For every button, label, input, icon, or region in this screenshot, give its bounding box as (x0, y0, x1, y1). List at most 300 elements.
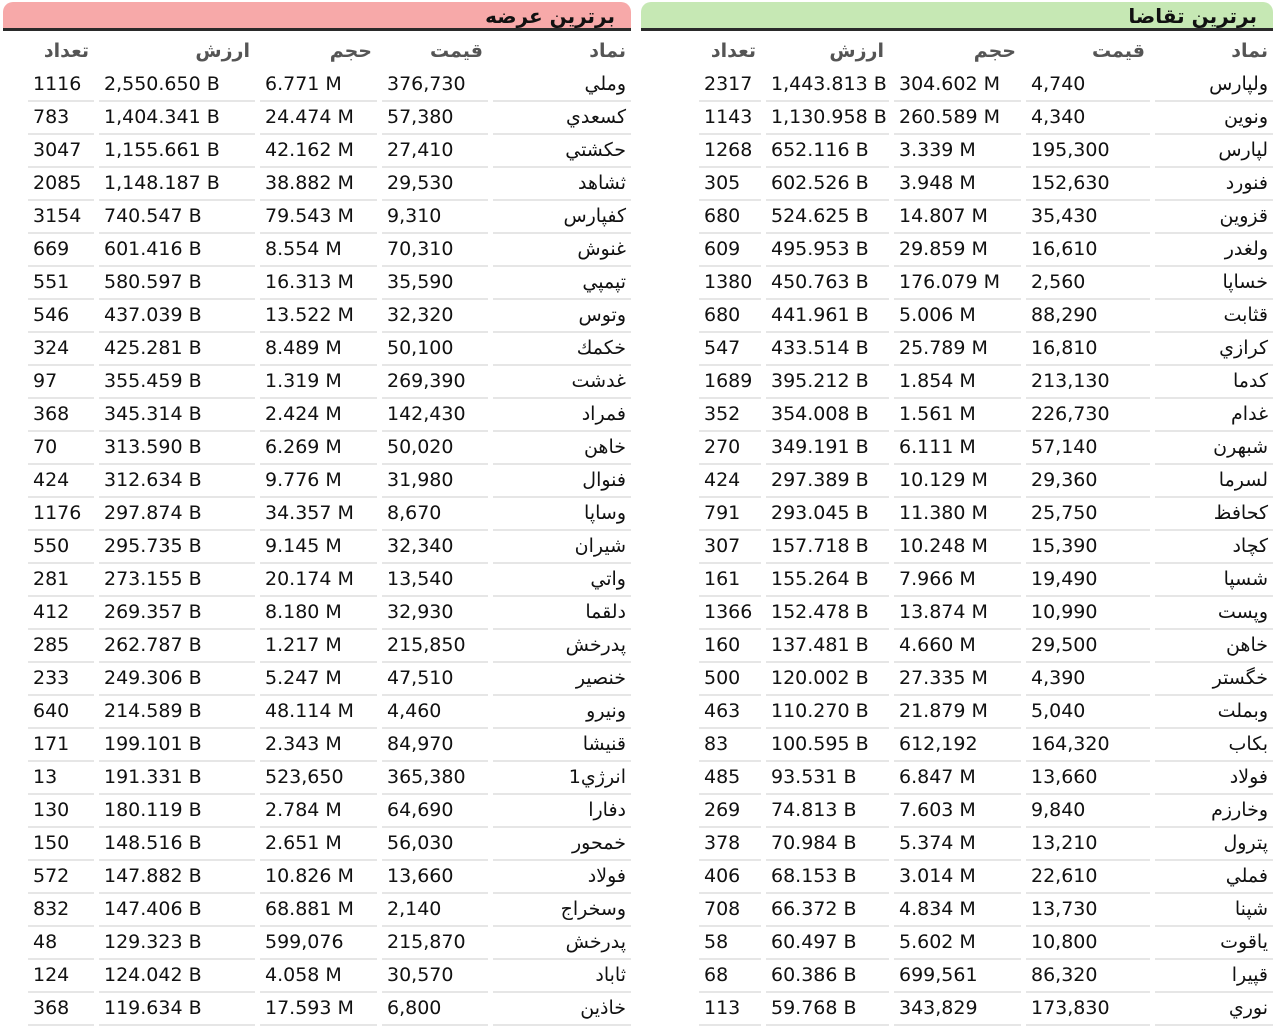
cell-price: 6,800 (382, 993, 488, 1026)
cell-count: 113 (699, 993, 761, 1026)
cell-volume: 5.602 M (894, 927, 1021, 960)
cell-symbol: خكمك (493, 333, 631, 366)
cell-symbol: كسعدي (493, 102, 631, 135)
table-row (641, 432, 1273, 465)
header-symbol: نماد (493, 36, 631, 69)
header-price: قیمت (1026, 36, 1150, 69)
cell-symbol: ياقوت (1155, 927, 1273, 960)
cell-volume: 79.543 M (260, 201, 377, 234)
cell-count: 305 (699, 168, 761, 201)
cell-value: 269.357 B (99, 597, 255, 630)
cell-count: 270 (699, 432, 761, 465)
cell-count: 3047 (28, 135, 94, 168)
table-header-row (3, 36, 631, 69)
cell-count: 307 (699, 531, 761, 564)
cell-value: 312.634 B (99, 465, 255, 498)
cell-value: 119.634 B (99, 993, 255, 1026)
table-row (3, 498, 631, 531)
cell-count: 1366 (699, 597, 761, 630)
cell-volume: 3.014 M (894, 861, 1021, 894)
cell-volume: 5.006 M (894, 300, 1021, 333)
cell-count: 1268 (699, 135, 761, 168)
header-count: تعداد (699, 36, 761, 69)
cell-count: 832 (28, 894, 94, 927)
cell-volume: 3.948 M (894, 168, 1021, 201)
cell-value: 199.101 B (99, 729, 255, 762)
table-row (641, 894, 1273, 927)
cell-price: 64,690 (382, 795, 488, 828)
header-price: قیمت (382, 36, 488, 69)
cell-symbol: وساپا (493, 498, 631, 531)
table-row (3, 300, 631, 333)
cell-volume: 5.374 M (894, 828, 1021, 861)
table-row (3, 795, 631, 828)
cell-symbol: وبملت (1155, 696, 1273, 729)
cell-count: 124 (28, 960, 94, 993)
cell-volume: 8.180 M (260, 597, 377, 630)
cell-price: 13,660 (1026, 762, 1150, 795)
cell-count: 1380 (699, 267, 761, 300)
cell-volume: 7.966 M (894, 564, 1021, 597)
cell-symbol: خنصير (493, 663, 631, 696)
table-row (641, 498, 1273, 531)
cell-volume: 6.111 M (894, 432, 1021, 465)
header-count: تعداد (28, 36, 94, 69)
cell-volume: 1.561 M (894, 399, 1021, 432)
top-supply-panel (3, 0, 631, 1030)
cell-count: 463 (699, 696, 761, 729)
cell-value: 157.718 B (766, 531, 889, 564)
cell-value: 147.406 B (99, 894, 255, 927)
cell-value: 124.042 B (99, 960, 255, 993)
cell-volume: 10.129 M (894, 465, 1021, 498)
cell-volume: 27.335 M (894, 663, 1021, 696)
cell-symbol: شپنا (1155, 894, 1273, 927)
cell-symbol: بكاب (1155, 729, 1273, 762)
cell-value: 580.597 B (99, 267, 255, 300)
cell-value: 100.595 B (766, 729, 889, 762)
cell-symbol: فنورد (1155, 168, 1273, 201)
cell-count: 680 (699, 201, 761, 234)
cell-count: 1689 (699, 366, 761, 399)
table-row (641, 234, 1273, 267)
cell-symbol: كدما (1155, 366, 1273, 399)
table-row (641, 828, 1273, 861)
cell-value: 66.372 B (766, 894, 889, 927)
cell-volume: 21.879 M (894, 696, 1021, 729)
cell-price: 13,730 (1026, 894, 1150, 927)
cell-count: 2317 (699, 69, 761, 102)
cell-count: 58 (699, 927, 761, 960)
cell-symbol: وتوس (493, 300, 631, 333)
table-row (3, 729, 631, 762)
cell-value: 601.416 B (99, 234, 255, 267)
cell-value: 495.953 B (766, 234, 889, 267)
table-row (641, 531, 1273, 564)
cell-volume: 13.522 M (260, 300, 377, 333)
cell-volume: 612,192 (894, 729, 1021, 762)
cell-price: 9,310 (382, 201, 488, 234)
cell-volume: 16.313 M (260, 267, 377, 300)
cell-symbol: قنيشا (493, 729, 631, 762)
header-volume: حجم (894, 36, 1021, 69)
cell-value: 180.119 B (99, 795, 255, 828)
cell-symbol: پدرخش (493, 927, 631, 960)
cell-symbol: قپيرا (1155, 960, 1273, 993)
cell-price: 57,140 (1026, 432, 1150, 465)
cell-count: 424 (699, 465, 761, 498)
cell-symbol: خساپا (1155, 267, 1273, 300)
cell-count: 161 (699, 564, 761, 597)
cell-value: 1,148.187 B (99, 168, 255, 201)
table-row (3, 861, 631, 894)
cell-symbol: ونيرو (493, 696, 631, 729)
table-row (3, 630, 631, 663)
cell-volume: 699,561 (894, 960, 1021, 993)
table-row (641, 564, 1273, 597)
table-row (3, 333, 631, 366)
cell-count: 70 (28, 432, 94, 465)
table-row (641, 729, 1273, 762)
cell-symbol: وخارزم (1155, 795, 1273, 828)
cell-symbol: خمحور (493, 828, 631, 861)
cell-symbol: غدام (1155, 399, 1273, 432)
cell-price: 215,870 (382, 927, 488, 960)
cell-volume: 38.882 M (260, 168, 377, 201)
cell-volume: 523,650 (260, 762, 377, 795)
cell-value: 349.191 B (766, 432, 889, 465)
cell-count: 68 (699, 960, 761, 993)
cell-value: 1,404.341 B (99, 102, 255, 135)
table-row (3, 696, 631, 729)
cell-volume: 343,829 (894, 993, 1021, 1026)
table-row (3, 993, 631, 1026)
cell-symbol: پترول (1155, 828, 1273, 861)
table-row (641, 69, 1273, 102)
cell-symbol: ثاباد (493, 960, 631, 993)
cell-price: 365,380 (382, 762, 488, 795)
cell-price: 16,810 (1026, 333, 1150, 366)
cell-value: 395.212 B (766, 366, 889, 399)
cell-price: 29,360 (1026, 465, 1150, 498)
cell-value: 437.039 B (99, 300, 255, 333)
cell-count: 150 (28, 828, 94, 861)
cell-volume: 10.248 M (894, 531, 1021, 564)
cell-symbol: پدرخش (493, 630, 631, 663)
cell-price: 10,800 (1026, 927, 1150, 960)
cell-value: 70.984 B (766, 828, 889, 861)
cell-count: 412 (28, 597, 94, 630)
cell-count: 485 (699, 762, 761, 795)
cell-count: 406 (699, 861, 761, 894)
table-row (3, 201, 631, 234)
cell-count: 324 (28, 333, 94, 366)
cell-value: 297.874 B (99, 498, 255, 531)
cell-count: 500 (699, 663, 761, 696)
cell-price: 32,340 (382, 531, 488, 564)
top-demand-panel (641, 0, 1273, 1030)
cell-symbol: فولاد (1155, 762, 1273, 795)
cell-count: 171 (28, 729, 94, 762)
cell-price: 22,610 (1026, 861, 1150, 894)
cell-price: 10,990 (1026, 597, 1150, 630)
cell-symbol: شبهرن (1155, 432, 1273, 465)
cell-symbol: ونوين (1155, 102, 1273, 135)
cell-symbol: قزوين (1155, 201, 1273, 234)
table-header-row (641, 36, 1273, 69)
cell-symbol: ولپارس (1155, 69, 1273, 102)
cell-price: 215,850 (382, 630, 488, 663)
cell-value: 273.155 B (99, 564, 255, 597)
cell-volume: 1.319 M (260, 366, 377, 399)
cell-count: 48 (28, 927, 94, 960)
table-row (3, 927, 631, 960)
cell-symbol: واتي (493, 564, 631, 597)
cell-value: 345.314 B (99, 399, 255, 432)
cell-value: 1,155.661 B (99, 135, 255, 168)
cell-value: 652.116 B (766, 135, 889, 168)
cell-count: 708 (699, 894, 761, 927)
cell-value: 295.735 B (99, 531, 255, 564)
cell-value: 152.478 B (766, 597, 889, 630)
table-row (641, 168, 1273, 201)
cell-price: 30,570 (382, 960, 488, 993)
top-supply-table (3, 36, 631, 1026)
cell-price: 4,390 (1026, 663, 1150, 696)
cell-volume: 9.145 M (260, 531, 377, 564)
cell-symbol: لسرما (1155, 465, 1273, 498)
cell-price: 32,320 (382, 300, 488, 333)
table-row (641, 861, 1273, 894)
cell-symbol: نوري (1155, 993, 1273, 1026)
cell-count: 551 (28, 267, 94, 300)
cell-volume: 25.789 M (894, 333, 1021, 366)
table-row (3, 366, 631, 399)
cell-volume: 20.174 M (260, 564, 377, 597)
cell-count: 424 (28, 465, 94, 498)
cell-value: 2,550.650 B (99, 69, 255, 102)
cell-volume: 8.489 M (260, 333, 377, 366)
cell-value: 433.514 B (766, 333, 889, 366)
cell-value: 293.045 B (766, 498, 889, 531)
cell-symbol: كفپارس (493, 201, 631, 234)
cell-price: 13,660 (382, 861, 488, 894)
cell-price: 56,030 (382, 828, 488, 861)
cell-volume: 34.357 M (260, 498, 377, 531)
cell-value: 59.768 B (766, 993, 889, 1026)
cell-price: 164,320 (1026, 729, 1150, 762)
cell-price: 16,610 (1026, 234, 1150, 267)
cell-symbol: غدشت (493, 366, 631, 399)
cell-count: 352 (699, 399, 761, 432)
table-row (641, 927, 1273, 960)
cell-volume: 4.834 M (894, 894, 1021, 927)
cell-symbol: وسخراج (493, 894, 631, 927)
cell-volume: 2.784 M (260, 795, 377, 828)
cell-count: 669 (28, 234, 94, 267)
table-row (3, 399, 631, 432)
cell-price: 15,390 (1026, 531, 1150, 564)
cell-volume: 7.603 M (894, 795, 1021, 828)
cell-value: 214.589 B (99, 696, 255, 729)
table-row (641, 960, 1273, 993)
cell-value: 60.497 B (766, 927, 889, 960)
cell-value: 450.763 B (766, 267, 889, 300)
cell-value: 425.281 B (99, 333, 255, 366)
cell-value: 441.961 B (766, 300, 889, 333)
table-row (641, 267, 1273, 300)
cell-volume: 48.114 M (260, 696, 377, 729)
cell-symbol: خاذين (493, 993, 631, 1026)
cell-count: 550 (28, 531, 94, 564)
cell-count: 1116 (28, 69, 94, 102)
cell-symbol: انرژي1 (493, 762, 631, 795)
cell-count: 680 (699, 300, 761, 333)
cell-volume: 29.859 M (894, 234, 1021, 267)
cell-volume: 6.771 M (260, 69, 377, 102)
cell-price: 2,560 (1026, 267, 1150, 300)
cell-symbol: خاهن (493, 432, 631, 465)
cell-volume: 1.217 M (260, 630, 377, 663)
cell-symbol: فملي (1155, 861, 1273, 894)
cell-volume: 304.602 M (894, 69, 1021, 102)
cell-count: 609 (699, 234, 761, 267)
cell-count: 546 (28, 300, 94, 333)
cell-price: 173,830 (1026, 993, 1150, 1026)
table-row (3, 234, 631, 267)
cell-volume: 2.424 M (260, 399, 377, 432)
cell-count: 368 (28, 993, 94, 1026)
cell-price: 88,290 (1026, 300, 1150, 333)
cell-value: 355.459 B (99, 366, 255, 399)
cell-volume: 4.058 M (260, 960, 377, 993)
cell-count: 2085 (28, 168, 94, 201)
table-row (3, 663, 631, 696)
cell-symbol: كحافظ (1155, 498, 1273, 531)
cell-count: 547 (699, 333, 761, 366)
cell-count: 572 (28, 861, 94, 894)
cell-volume: 5.247 M (260, 663, 377, 696)
cell-count: 160 (699, 630, 761, 663)
title-underline (3, 28, 631, 31)
cell-count: 368 (28, 399, 94, 432)
cell-price: 70,310 (382, 234, 488, 267)
cell-symbol: فمراد (493, 399, 631, 432)
table-row (3, 564, 631, 597)
cell-price: 4,340 (1026, 102, 1150, 135)
cell-symbol: ولغدر (1155, 234, 1273, 267)
cell-symbol: خگستر (1155, 663, 1273, 696)
header-volume: حجم (260, 36, 377, 69)
cell-price: 29,500 (1026, 630, 1150, 663)
cell-volume: 4.660 M (894, 630, 1021, 663)
cell-count: 269 (699, 795, 761, 828)
cell-symbol: كچاد (1155, 531, 1273, 564)
cell-symbol: حكشتي (493, 135, 631, 168)
cell-count: 378 (699, 828, 761, 861)
cell-symbol: وملي (493, 69, 631, 102)
cell-value: 1,130.958 B (766, 102, 889, 135)
cell-price: 84,970 (382, 729, 488, 762)
cell-volume: 6.269 M (260, 432, 377, 465)
cell-price: 50,020 (382, 432, 488, 465)
cell-value: 120.002 B (766, 663, 889, 696)
cell-count: 130 (28, 795, 94, 828)
cell-volume: 260.589 M (894, 102, 1021, 135)
cell-value: 110.270 B (766, 696, 889, 729)
table-row (641, 795, 1273, 828)
cell-price: 2,140 (382, 894, 488, 927)
header-symbol: نماد (1155, 36, 1273, 69)
header-value: ارزش (766, 36, 889, 69)
cell-symbol: كرازي (1155, 333, 1273, 366)
table-row (3, 894, 631, 927)
cell-volume: 1.854 M (894, 366, 1021, 399)
cell-count: 97 (28, 366, 94, 399)
cell-value: 313.590 B (99, 432, 255, 465)
cell-symbol: دلقما (493, 597, 631, 630)
table-row (3, 432, 631, 465)
cell-value: 129.323 B (99, 927, 255, 960)
cell-price: 27,410 (382, 135, 488, 168)
title-underline (641, 28, 1273, 31)
top-supply-title: برترین عرضه (3, 2, 631, 28)
table-row (641, 333, 1273, 366)
table-row (3, 828, 631, 861)
cell-symbol: قثابت (1155, 300, 1273, 333)
table-row (3, 531, 631, 564)
cell-value: 191.331 B (99, 762, 255, 795)
cell-price: 35,590 (382, 267, 488, 300)
cell-volume: 10.826 M (260, 861, 377, 894)
cell-volume: 13.874 M (894, 597, 1021, 630)
cell-value: 137.481 B (766, 630, 889, 663)
cell-value: 740.547 B (99, 201, 255, 234)
cell-volume: 14.807 M (894, 201, 1021, 234)
cell-symbol: ثشاهد (493, 168, 631, 201)
cell-price: 86,320 (1026, 960, 1150, 993)
cell-price: 29,530 (382, 168, 488, 201)
cell-price: 25,750 (1026, 498, 1150, 531)
table-row (641, 630, 1273, 663)
table-row (641, 300, 1273, 333)
cell-volume: 176.079 M (894, 267, 1021, 300)
cell-count: 13 (28, 762, 94, 795)
cell-count: 1143 (699, 102, 761, 135)
cell-price: 47,510 (382, 663, 488, 696)
cell-price: 8,670 (382, 498, 488, 531)
cell-symbol: شسپا (1155, 564, 1273, 597)
cell-symbol: غنوش (493, 234, 631, 267)
cell-volume: 42.162 M (260, 135, 377, 168)
cell-symbol: تپمپي (493, 267, 631, 300)
cell-value: 74.813 B (766, 795, 889, 828)
cell-count: 640 (28, 696, 94, 729)
cell-price: 50,100 (382, 333, 488, 366)
table-row (3, 135, 631, 168)
cell-count: 1176 (28, 498, 94, 531)
cell-count: 783 (28, 102, 94, 135)
cell-value: 249.306 B (99, 663, 255, 696)
cell-volume: 24.474 M (260, 102, 377, 135)
top-demand-table (641, 36, 1273, 1026)
cell-price: 57,380 (382, 102, 488, 135)
table-body (3, 69, 631, 1026)
cell-price: 4,460 (382, 696, 488, 729)
table-row (641, 399, 1273, 432)
cell-value: 354.008 B (766, 399, 889, 432)
table-row (641, 201, 1273, 234)
